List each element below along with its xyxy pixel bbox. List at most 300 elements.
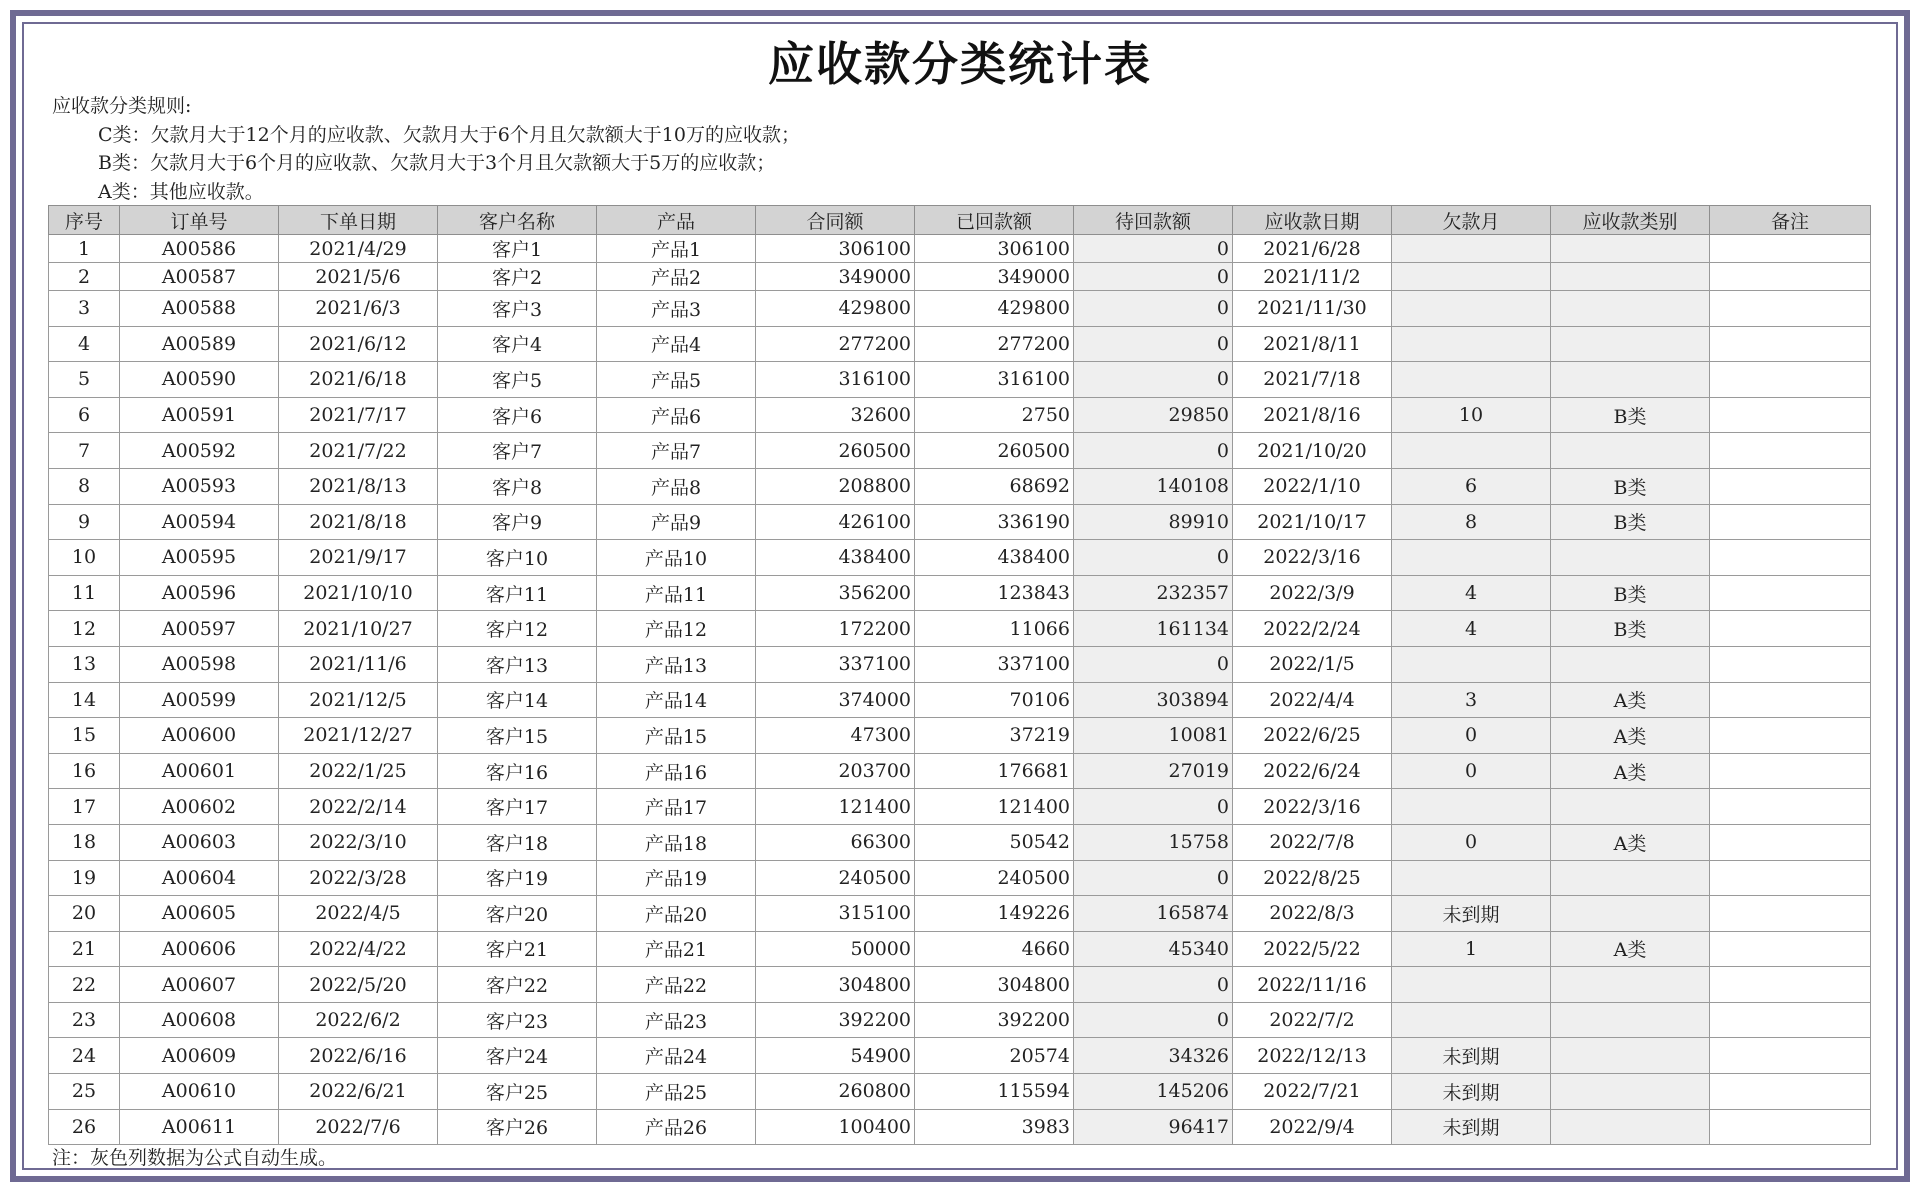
cell-index[interactable]: 23 xyxy=(49,1002,120,1038)
cell-product[interactable]: 产品14 xyxy=(597,682,756,718)
cell-pending-amount[interactable]: 29850 xyxy=(1074,397,1233,433)
cell-remark[interactable] xyxy=(1710,1002,1871,1038)
cell-customer[interactable]: 客户7 xyxy=(438,433,597,469)
cell-customer[interactable]: 客户17 xyxy=(438,789,597,825)
cell-order-no[interactable]: A00590 xyxy=(120,362,279,398)
cell-contract-amount[interactable]: 277200 xyxy=(756,326,915,362)
cell-received-amount[interactable]: 121400 xyxy=(915,789,1074,825)
cell-due-date[interactable]: 2021/7/18 xyxy=(1233,362,1392,398)
cell-overdue-months[interactable]: 1 xyxy=(1392,931,1551,967)
cell-order-date[interactable]: 2022/3/28 xyxy=(279,860,438,896)
cell-order-no[interactable]: A00595 xyxy=(120,540,279,576)
cell-index[interactable]: 1 xyxy=(49,235,120,263)
cell-product[interactable]: 产品22 xyxy=(597,967,756,1003)
cell-customer[interactable]: 客户4 xyxy=(438,326,597,362)
cell-customer[interactable]: 客户10 xyxy=(438,540,597,576)
cell-contract-amount[interactable]: 260800 xyxy=(756,1074,915,1110)
cell-category[interactable] xyxy=(1551,235,1710,263)
cell-product[interactable]: 产品23 xyxy=(597,1002,756,1038)
cell-overdue-months[interactable]: 0 xyxy=(1392,718,1551,754)
cell-pending-amount[interactable]: 0 xyxy=(1074,789,1233,825)
cell-received-amount[interactable]: 50542 xyxy=(915,824,1074,860)
column-header[interactable]: 应收款类别 xyxy=(1551,206,1710,235)
cell-contract-amount[interactable]: 429800 xyxy=(756,291,915,327)
cell-category[interactable]: B类 xyxy=(1551,611,1710,647)
cell-pending-amount[interactable]: 0 xyxy=(1074,263,1233,291)
cell-category[interactable]: A类 xyxy=(1551,931,1710,967)
cell-contract-amount[interactable]: 54900 xyxy=(756,1038,915,1074)
cell-overdue-months[interactable] xyxy=(1392,1002,1551,1038)
cell-contract-amount[interactable]: 349000 xyxy=(756,263,915,291)
cell-received-amount[interactable]: 20574 xyxy=(915,1038,1074,1074)
cell-category[interactable] xyxy=(1551,896,1710,932)
cell-order-no[interactable]: A00600 xyxy=(120,718,279,754)
cell-product[interactable]: 产品7 xyxy=(597,433,756,469)
cell-customer[interactable]: 客户11 xyxy=(438,575,597,611)
cell-remark[interactable] xyxy=(1710,682,1871,718)
cell-contract-amount[interactable]: 32600 xyxy=(756,397,915,433)
cell-due-date[interactable]: 2022/7/21 xyxy=(1233,1074,1392,1110)
cell-contract-amount[interactable]: 47300 xyxy=(756,718,915,754)
cell-pending-amount[interactable]: 232357 xyxy=(1074,575,1233,611)
cell-contract-amount[interactable]: 374000 xyxy=(756,682,915,718)
cell-index[interactable]: 24 xyxy=(49,1038,120,1074)
cell-product[interactable]: 产品2 xyxy=(597,263,756,291)
cell-pending-amount[interactable]: 165874 xyxy=(1074,896,1233,932)
cell-due-date[interactable]: 2021/8/16 xyxy=(1233,397,1392,433)
cell-remark[interactable] xyxy=(1710,753,1871,789)
cell-order-date[interactable]: 2021/7/17 xyxy=(279,397,438,433)
cell-customer[interactable]: 客户15 xyxy=(438,718,597,754)
cell-index[interactable]: 21 xyxy=(49,931,120,967)
cell-remark[interactable] xyxy=(1710,789,1871,825)
cell-category[interactable] xyxy=(1551,860,1710,896)
cell-overdue-months[interactable] xyxy=(1392,540,1551,576)
cell-category[interactable] xyxy=(1551,362,1710,398)
cell-order-no[interactable]: A00607 xyxy=(120,967,279,1003)
cell-index[interactable]: 2 xyxy=(49,263,120,291)
cell-due-date[interactable]: 2021/11/30 xyxy=(1233,291,1392,327)
cell-pending-amount[interactable]: 0 xyxy=(1074,326,1233,362)
cell-received-amount[interactable]: 277200 xyxy=(915,326,1074,362)
cell-order-no[interactable]: A00588 xyxy=(120,291,279,327)
cell-product[interactable]: 产品4 xyxy=(597,326,756,362)
cell-order-date[interactable]: 2021/10/27 xyxy=(279,611,438,647)
cell-pending-amount[interactable]: 0 xyxy=(1074,433,1233,469)
cell-received-amount[interactable]: 3983 xyxy=(915,1109,1074,1145)
cell-index[interactable]: 19 xyxy=(49,860,120,896)
cell-order-no[interactable]: A00611 xyxy=(120,1109,279,1145)
cell-index[interactable]: 10 xyxy=(49,540,120,576)
cell-order-date[interactable]: 2021/5/6 xyxy=(279,263,438,291)
cell-order-date[interactable]: 2021/11/6 xyxy=(279,646,438,682)
cell-customer[interactable]: 客户3 xyxy=(438,291,597,327)
cell-overdue-months[interactable]: 4 xyxy=(1392,575,1551,611)
cell-category[interactable] xyxy=(1551,1002,1710,1038)
cell-order-date[interactable]: 2021/7/22 xyxy=(279,433,438,469)
cell-product[interactable]: 产品3 xyxy=(597,291,756,327)
column-header[interactable]: 待回款额 xyxy=(1074,206,1233,235)
cell-category[interactable]: A类 xyxy=(1551,718,1710,754)
cell-product[interactable]: 产品13 xyxy=(597,646,756,682)
cell-pending-amount[interactable]: 140108 xyxy=(1074,468,1233,504)
cell-due-date[interactable]: 2022/1/5 xyxy=(1233,646,1392,682)
cell-pending-amount[interactable]: 89910 xyxy=(1074,504,1233,540)
cell-contract-amount[interactable]: 172200 xyxy=(756,611,915,647)
cell-due-date[interactable]: 2022/7/8 xyxy=(1233,824,1392,860)
cell-order-no[interactable]: A00606 xyxy=(120,931,279,967)
cell-order-date[interactable]: 2021/6/3 xyxy=(279,291,438,327)
cell-order-no[interactable]: A00592 xyxy=(120,433,279,469)
cell-received-amount[interactable]: 429800 xyxy=(915,291,1074,327)
cell-index[interactable]: 26 xyxy=(49,1109,120,1145)
cell-customer[interactable]: 客户18 xyxy=(438,824,597,860)
cell-contract-amount[interactable]: 121400 xyxy=(756,789,915,825)
cell-remark[interactable] xyxy=(1710,1074,1871,1110)
column-header[interactable]: 序号 xyxy=(49,206,120,235)
cell-order-no[interactable]: A00599 xyxy=(120,682,279,718)
cell-customer[interactable]: 客户12 xyxy=(438,611,597,647)
cell-contract-amount[interactable]: 392200 xyxy=(756,1002,915,1038)
column-header[interactable]: 合同额 xyxy=(756,206,915,235)
cell-order-no[interactable]: A00601 xyxy=(120,753,279,789)
cell-contract-amount[interactable]: 337100 xyxy=(756,646,915,682)
cell-category[interactable] xyxy=(1551,540,1710,576)
cell-order-date[interactable]: 2021/8/13 xyxy=(279,468,438,504)
cell-index[interactable]: 16 xyxy=(49,753,120,789)
cell-product[interactable]: 产品20 xyxy=(597,896,756,932)
cell-customer[interactable]: 客户26 xyxy=(438,1109,597,1145)
column-header[interactable]: 欠款月 xyxy=(1392,206,1551,235)
cell-order-no[interactable]: A00587 xyxy=(120,263,279,291)
cell-index[interactable]: 18 xyxy=(49,824,120,860)
cell-contract-amount[interactable]: 304800 xyxy=(756,967,915,1003)
cell-overdue-months[interactable]: 未到期 xyxy=(1392,896,1551,932)
cell-remark[interactable] xyxy=(1710,540,1871,576)
cell-remark[interactable] xyxy=(1710,575,1871,611)
cell-received-amount[interactable]: 4660 xyxy=(915,931,1074,967)
cell-remark[interactable] xyxy=(1710,896,1871,932)
cell-overdue-months[interactable]: 10 xyxy=(1392,397,1551,433)
cell-product[interactable]: 产品12 xyxy=(597,611,756,647)
cell-product[interactable]: 产品11 xyxy=(597,575,756,611)
cell-pending-amount[interactable]: 0 xyxy=(1074,291,1233,327)
cell-index[interactable]: 8 xyxy=(49,468,120,504)
cell-order-no[interactable]: A00586 xyxy=(120,235,279,263)
cell-due-date[interactable]: 2021/8/11 xyxy=(1233,326,1392,362)
cell-due-date[interactable]: 2021/6/28 xyxy=(1233,235,1392,263)
cell-due-date[interactable]: 2022/5/22 xyxy=(1233,931,1392,967)
column-header[interactable]: 产品 xyxy=(597,206,756,235)
cell-pending-amount[interactable]: 15758 xyxy=(1074,824,1233,860)
cell-overdue-months[interactable] xyxy=(1392,789,1551,825)
cell-remark[interactable] xyxy=(1710,718,1871,754)
cell-index[interactable]: 9 xyxy=(49,504,120,540)
cell-pending-amount[interactable]: 0 xyxy=(1074,860,1233,896)
cell-customer[interactable]: 客户20 xyxy=(438,896,597,932)
cell-remark[interactable] xyxy=(1710,611,1871,647)
cell-category[interactable] xyxy=(1551,789,1710,825)
cell-due-date[interactable]: 2022/9/4 xyxy=(1233,1109,1392,1145)
cell-customer[interactable]: 客户9 xyxy=(438,504,597,540)
cell-overdue-months[interactable]: 0 xyxy=(1392,753,1551,789)
cell-overdue-months[interactable]: 3 xyxy=(1392,682,1551,718)
cell-overdue-months[interactable]: 未到期 xyxy=(1392,1074,1551,1110)
cell-overdue-months[interactable]: 6 xyxy=(1392,468,1551,504)
cell-due-date[interactable]: 2022/8/25 xyxy=(1233,860,1392,896)
column-header[interactable]: 已回款额 xyxy=(915,206,1074,235)
cell-category[interactable] xyxy=(1551,1038,1710,1074)
cell-remark[interactable] xyxy=(1710,468,1871,504)
cell-customer[interactable]: 客户16 xyxy=(438,753,597,789)
cell-received-amount[interactable]: 68692 xyxy=(915,468,1074,504)
cell-due-date[interactable]: 2022/6/24 xyxy=(1233,753,1392,789)
cell-customer[interactable]: 客户23 xyxy=(438,1002,597,1038)
cell-category[interactable] xyxy=(1551,646,1710,682)
cell-due-date[interactable]: 2021/10/20 xyxy=(1233,433,1392,469)
cell-due-date[interactable]: 2022/4/4 xyxy=(1233,682,1392,718)
cell-due-date[interactable]: 2022/11/16 xyxy=(1233,967,1392,1003)
cell-contract-amount[interactable]: 208800 xyxy=(756,468,915,504)
cell-order-date[interactable]: 2022/4/22 xyxy=(279,931,438,967)
column-header[interactable]: 客户名称 xyxy=(438,206,597,235)
cell-index[interactable]: 6 xyxy=(49,397,120,433)
cell-received-amount[interactable]: 115594 xyxy=(915,1074,1074,1110)
cell-order-no[interactable]: A00594 xyxy=(120,504,279,540)
cell-contract-amount[interactable]: 306100 xyxy=(756,235,915,263)
cell-customer[interactable]: 客户25 xyxy=(438,1074,597,1110)
cell-customer[interactable]: 客户19 xyxy=(438,860,597,896)
cell-customer[interactable]: 客户8 xyxy=(438,468,597,504)
cell-category[interactable]: A类 xyxy=(1551,753,1710,789)
cell-overdue-months[interactable] xyxy=(1392,646,1551,682)
cell-order-date[interactable]: 2022/1/25 xyxy=(279,753,438,789)
cell-remark[interactable] xyxy=(1710,1038,1871,1074)
cell-product[interactable]: 产品17 xyxy=(597,789,756,825)
cell-order-date[interactable]: 2021/12/27 xyxy=(279,718,438,754)
cell-contract-amount[interactable]: 100400 xyxy=(756,1109,915,1145)
cell-product[interactable]: 产品5 xyxy=(597,362,756,398)
cell-customer[interactable]: 客户5 xyxy=(438,362,597,398)
cell-order-date[interactable]: 2022/6/2 xyxy=(279,1002,438,1038)
cell-due-date[interactable]: 2022/7/2 xyxy=(1233,1002,1392,1038)
cell-order-no[interactable]: A00604 xyxy=(120,860,279,896)
cell-remark[interactable] xyxy=(1710,235,1871,263)
cell-customer[interactable]: 客户2 xyxy=(438,263,597,291)
cell-remark[interactable] xyxy=(1710,504,1871,540)
cell-remark[interactable] xyxy=(1710,860,1871,896)
cell-order-date[interactable]: 2021/10/10 xyxy=(279,575,438,611)
cell-contract-amount[interactable]: 50000 xyxy=(756,931,915,967)
cell-customer[interactable]: 客户22 xyxy=(438,967,597,1003)
cell-due-date[interactable]: 2022/1/10 xyxy=(1233,468,1392,504)
cell-customer[interactable]: 客户6 xyxy=(438,397,597,433)
cell-overdue-months[interactable] xyxy=(1392,291,1551,327)
cell-product[interactable]: 产品21 xyxy=(597,931,756,967)
column-header[interactable]: 应收款日期 xyxy=(1233,206,1392,235)
cell-due-date[interactable]: 2022/3/9 xyxy=(1233,575,1392,611)
cell-order-date[interactable]: 2021/12/5 xyxy=(279,682,438,718)
cell-order-date[interactable]: 2021/6/12 xyxy=(279,326,438,362)
cell-overdue-months[interactable]: 4 xyxy=(1392,611,1551,647)
cell-remark[interactable] xyxy=(1710,263,1871,291)
cell-product[interactable]: 产品24 xyxy=(597,1038,756,1074)
cell-received-amount[interactable]: 438400 xyxy=(915,540,1074,576)
cell-product[interactable]: 产品19 xyxy=(597,860,756,896)
cell-order-date[interactable]: 2022/5/20 xyxy=(279,967,438,1003)
cell-index[interactable]: 14 xyxy=(49,682,120,718)
cell-index[interactable]: 20 xyxy=(49,896,120,932)
cell-received-amount[interactable]: 260500 xyxy=(915,433,1074,469)
cell-due-date[interactable]: 2022/6/25 xyxy=(1233,718,1392,754)
cell-product[interactable]: 产品18 xyxy=(597,824,756,860)
cell-overdue-months[interactable]: 未到期 xyxy=(1392,1109,1551,1145)
cell-pending-amount[interactable]: 45340 xyxy=(1074,931,1233,967)
cell-pending-amount[interactable]: 0 xyxy=(1074,362,1233,398)
cell-received-amount[interactable]: 336190 xyxy=(915,504,1074,540)
cell-customer[interactable]: 客户24 xyxy=(438,1038,597,1074)
cell-remark[interactable] xyxy=(1710,967,1871,1003)
cell-overdue-months[interactable]: 0 xyxy=(1392,824,1551,860)
cell-category[interactable] xyxy=(1551,326,1710,362)
cell-order-date[interactable]: 2021/8/18 xyxy=(279,504,438,540)
cell-received-amount[interactable]: 149226 xyxy=(915,896,1074,932)
cell-remark[interactable] xyxy=(1710,433,1871,469)
cell-pending-amount[interactable]: 10081 xyxy=(1074,718,1233,754)
cell-due-date[interactable]: 2022/12/13 xyxy=(1233,1038,1392,1074)
cell-contract-amount[interactable]: 356200 xyxy=(756,575,915,611)
cell-order-no[interactable]: A00602 xyxy=(120,789,279,825)
cell-product[interactable]: 产品10 xyxy=(597,540,756,576)
cell-overdue-months[interactable] xyxy=(1392,860,1551,896)
cell-remark[interactable] xyxy=(1710,824,1871,860)
cell-order-date[interactable]: 2022/2/14 xyxy=(279,789,438,825)
cell-order-date[interactable]: 2022/4/5 xyxy=(279,896,438,932)
cell-order-date[interactable]: 2022/6/16 xyxy=(279,1038,438,1074)
cell-category[interactable]: B类 xyxy=(1551,468,1710,504)
cell-received-amount[interactable]: 337100 xyxy=(915,646,1074,682)
cell-index[interactable]: 25 xyxy=(49,1074,120,1110)
cell-pending-amount[interactable]: 0 xyxy=(1074,646,1233,682)
cell-customer[interactable]: 客户1 xyxy=(438,235,597,263)
cell-category[interactable] xyxy=(1551,967,1710,1003)
cell-index[interactable]: 15 xyxy=(49,718,120,754)
cell-overdue-months[interactable]: 未到期 xyxy=(1392,1038,1551,1074)
cell-order-no[interactable]: A00596 xyxy=(120,575,279,611)
cell-category[interactable] xyxy=(1551,433,1710,469)
cell-order-no[interactable]: A00597 xyxy=(120,611,279,647)
cell-customer[interactable]: 客户14 xyxy=(438,682,597,718)
cell-received-amount[interactable]: 304800 xyxy=(915,967,1074,1003)
cell-order-date[interactable]: 2022/3/10 xyxy=(279,824,438,860)
cell-received-amount[interactable]: 2750 xyxy=(915,397,1074,433)
cell-order-date[interactable]: 2021/4/29 xyxy=(279,235,438,263)
cell-overdue-months[interactable] xyxy=(1392,263,1551,291)
cell-index[interactable]: 4 xyxy=(49,326,120,362)
cell-pending-amount[interactable]: 0 xyxy=(1074,1002,1233,1038)
cell-category[interactable] xyxy=(1551,291,1710,327)
cell-customer[interactable]: 客户21 xyxy=(438,931,597,967)
cell-received-amount[interactable]: 392200 xyxy=(915,1002,1074,1038)
cell-received-amount[interactable]: 176681 xyxy=(915,753,1074,789)
cell-due-date[interactable]: 2022/2/24 xyxy=(1233,611,1392,647)
cell-category[interactable]: B类 xyxy=(1551,504,1710,540)
cell-category[interactable]: A类 xyxy=(1551,824,1710,860)
cell-order-date[interactable]: 2021/6/18 xyxy=(279,362,438,398)
cell-pending-amount[interactable]: 0 xyxy=(1074,967,1233,1003)
cell-due-date[interactable]: 2021/11/2 xyxy=(1233,263,1392,291)
cell-overdue-months[interactable] xyxy=(1392,967,1551,1003)
cell-index[interactable]: 11 xyxy=(49,575,120,611)
cell-pending-amount[interactable]: 0 xyxy=(1074,540,1233,576)
cell-order-date[interactable]: 2022/7/6 xyxy=(279,1109,438,1145)
cell-remark[interactable] xyxy=(1710,326,1871,362)
cell-index[interactable]: 22 xyxy=(49,967,120,1003)
cell-due-date[interactable]: 2021/10/17 xyxy=(1233,504,1392,540)
column-header[interactable]: 订单号 xyxy=(120,206,279,235)
cell-received-amount[interactable]: 123843 xyxy=(915,575,1074,611)
cell-due-date[interactable]: 2022/8/3 xyxy=(1233,896,1392,932)
cell-remark[interactable] xyxy=(1710,931,1871,967)
cell-received-amount[interactable]: 306100 xyxy=(915,235,1074,263)
cell-category[interactable]: B类 xyxy=(1551,397,1710,433)
cell-overdue-months[interactable] xyxy=(1392,326,1551,362)
cell-contract-amount[interactable]: 66300 xyxy=(756,824,915,860)
cell-received-amount[interactable]: 37219 xyxy=(915,718,1074,754)
cell-product[interactable]: 产品8 xyxy=(597,468,756,504)
cell-index[interactable]: 5 xyxy=(49,362,120,398)
cell-pending-amount[interactable]: 303894 xyxy=(1074,682,1233,718)
cell-product[interactable]: 产品26 xyxy=(597,1109,756,1145)
cell-contract-amount[interactable]: 426100 xyxy=(756,504,915,540)
cell-order-no[interactable]: A00608 xyxy=(120,1002,279,1038)
cell-order-no[interactable]: A00603 xyxy=(120,824,279,860)
cell-index[interactable]: 3 xyxy=(49,291,120,327)
cell-contract-amount[interactable]: 315100 xyxy=(756,896,915,932)
cell-order-no[interactable]: A00598 xyxy=(120,646,279,682)
cell-received-amount[interactable]: 70106 xyxy=(915,682,1074,718)
cell-remark[interactable] xyxy=(1710,646,1871,682)
cell-received-amount[interactable]: 349000 xyxy=(915,263,1074,291)
cell-order-no[interactable]: A00591 xyxy=(120,397,279,433)
cell-remark[interactable] xyxy=(1710,1109,1871,1145)
cell-pending-amount[interactable]: 161134 xyxy=(1074,611,1233,647)
cell-received-amount[interactable]: 11066 xyxy=(915,611,1074,647)
cell-contract-amount[interactable]: 260500 xyxy=(756,433,915,469)
cell-category[interactable]: B类 xyxy=(1551,575,1710,611)
cell-index[interactable]: 17 xyxy=(49,789,120,825)
cell-order-no[interactable]: A00605 xyxy=(120,896,279,932)
cell-order-no[interactable]: A00589 xyxy=(120,326,279,362)
cell-remark[interactable] xyxy=(1710,291,1871,327)
cell-contract-amount[interactable]: 438400 xyxy=(756,540,915,576)
cell-contract-amount[interactable]: 240500 xyxy=(756,860,915,896)
cell-overdue-months[interactable]: 8 xyxy=(1392,504,1551,540)
cell-due-date[interactable]: 2022/3/16 xyxy=(1233,789,1392,825)
cell-pending-amount[interactable]: 27019 xyxy=(1074,753,1233,789)
cell-index[interactable]: 13 xyxy=(49,646,120,682)
column-header[interactable]: 下单日期 xyxy=(279,206,438,235)
cell-category[interactable] xyxy=(1551,263,1710,291)
cell-pending-amount[interactable]: 145206 xyxy=(1074,1074,1233,1110)
cell-product[interactable]: 产品6 xyxy=(597,397,756,433)
cell-received-amount[interactable]: 240500 xyxy=(915,860,1074,896)
cell-category[interactable]: A类 xyxy=(1551,682,1710,718)
cell-product[interactable]: 产品16 xyxy=(597,753,756,789)
cell-overdue-months[interactable] xyxy=(1392,362,1551,398)
cell-order-no[interactable]: A00609 xyxy=(120,1038,279,1074)
cell-order-date[interactable]: 2021/9/17 xyxy=(279,540,438,576)
